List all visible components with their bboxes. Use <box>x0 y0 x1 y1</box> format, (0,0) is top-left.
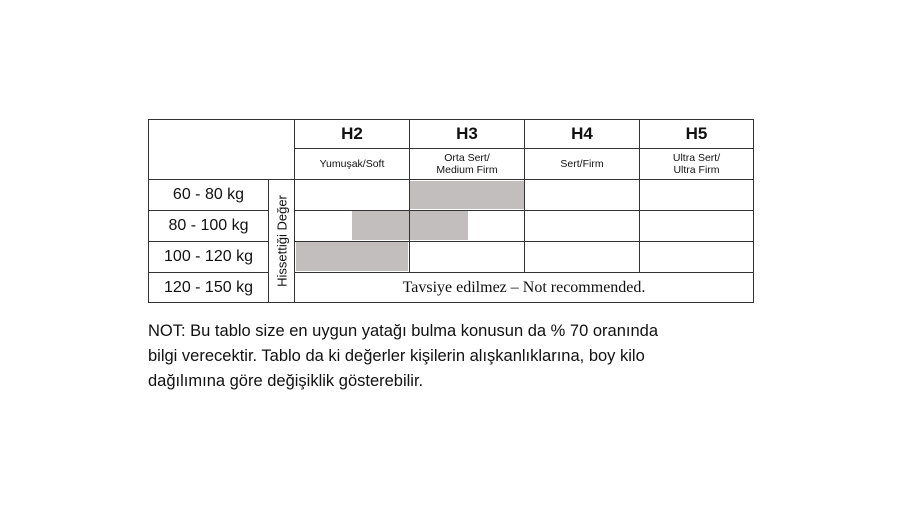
column-desc-line: Ultra Firm <box>673 164 720 176</box>
shade-60-80-h3 <box>410 181 524 209</box>
grid-hline <box>295 210 753 211</box>
column-desc-h3 <box>410 149 524 179</box>
column-desc-line: Ultra Sert/ <box>672 152 721 164</box>
row-label-100-120: 100 - 120 kg <box>164 248 253 265</box>
column-desc-line: Medium Firm <box>436 164 498 176</box>
column-desc-line: Sert/Firm <box>560 158 604 170</box>
column-desc-line: Orta Sert/ <box>444 152 490 164</box>
column-code-h3: H3 <box>456 124 478 143</box>
shade-80-100-h2-h3 <box>352 211 468 240</box>
note-line: bilgi verecektir. Tablo da ki değerler kişilerin alışkanlıklarına, boy kilo <box>148 347 645 365</box>
row-label-80-100: 80 - 100 kg <box>168 217 249 234</box>
column-desc-h5 <box>640 149 753 179</box>
row-label-120-150: 120 - 150 kg <box>164 279 253 296</box>
vertical-label <box>269 180 295 301</box>
note-line: dağılımına göre değişiklik gösterebilir. <box>148 372 424 390</box>
firmness-table <box>148 119 754 303</box>
column-code-h5: H5 <box>685 124 708 143</box>
not-recommended-text: Tavsiye edilmez – Not recommended. <box>402 279 646 296</box>
column-desc-h4 <box>525 149 639 179</box>
column-desc-h2 <box>295 149 409 179</box>
note-text <box>148 319 788 394</box>
shade-100-120-h2 <box>296 242 408 271</box>
column-code-h4: H4 <box>571 124 593 143</box>
column-code-h2: H2 <box>341 124 363 143</box>
grid-hline <box>295 241 753 242</box>
note-line: NOT: Bu tablo size en uygun yatağı bulma konusun da % 70 oranında <box>148 322 658 340</box>
column-desc-line: Yumuşak/Soft <box>319 158 385 170</box>
vertical-label-text: Hissettiği Değer <box>274 194 290 287</box>
row-label-60-80: 60 - 80 kg <box>172 186 245 203</box>
grid-hline <box>295 272 753 273</box>
